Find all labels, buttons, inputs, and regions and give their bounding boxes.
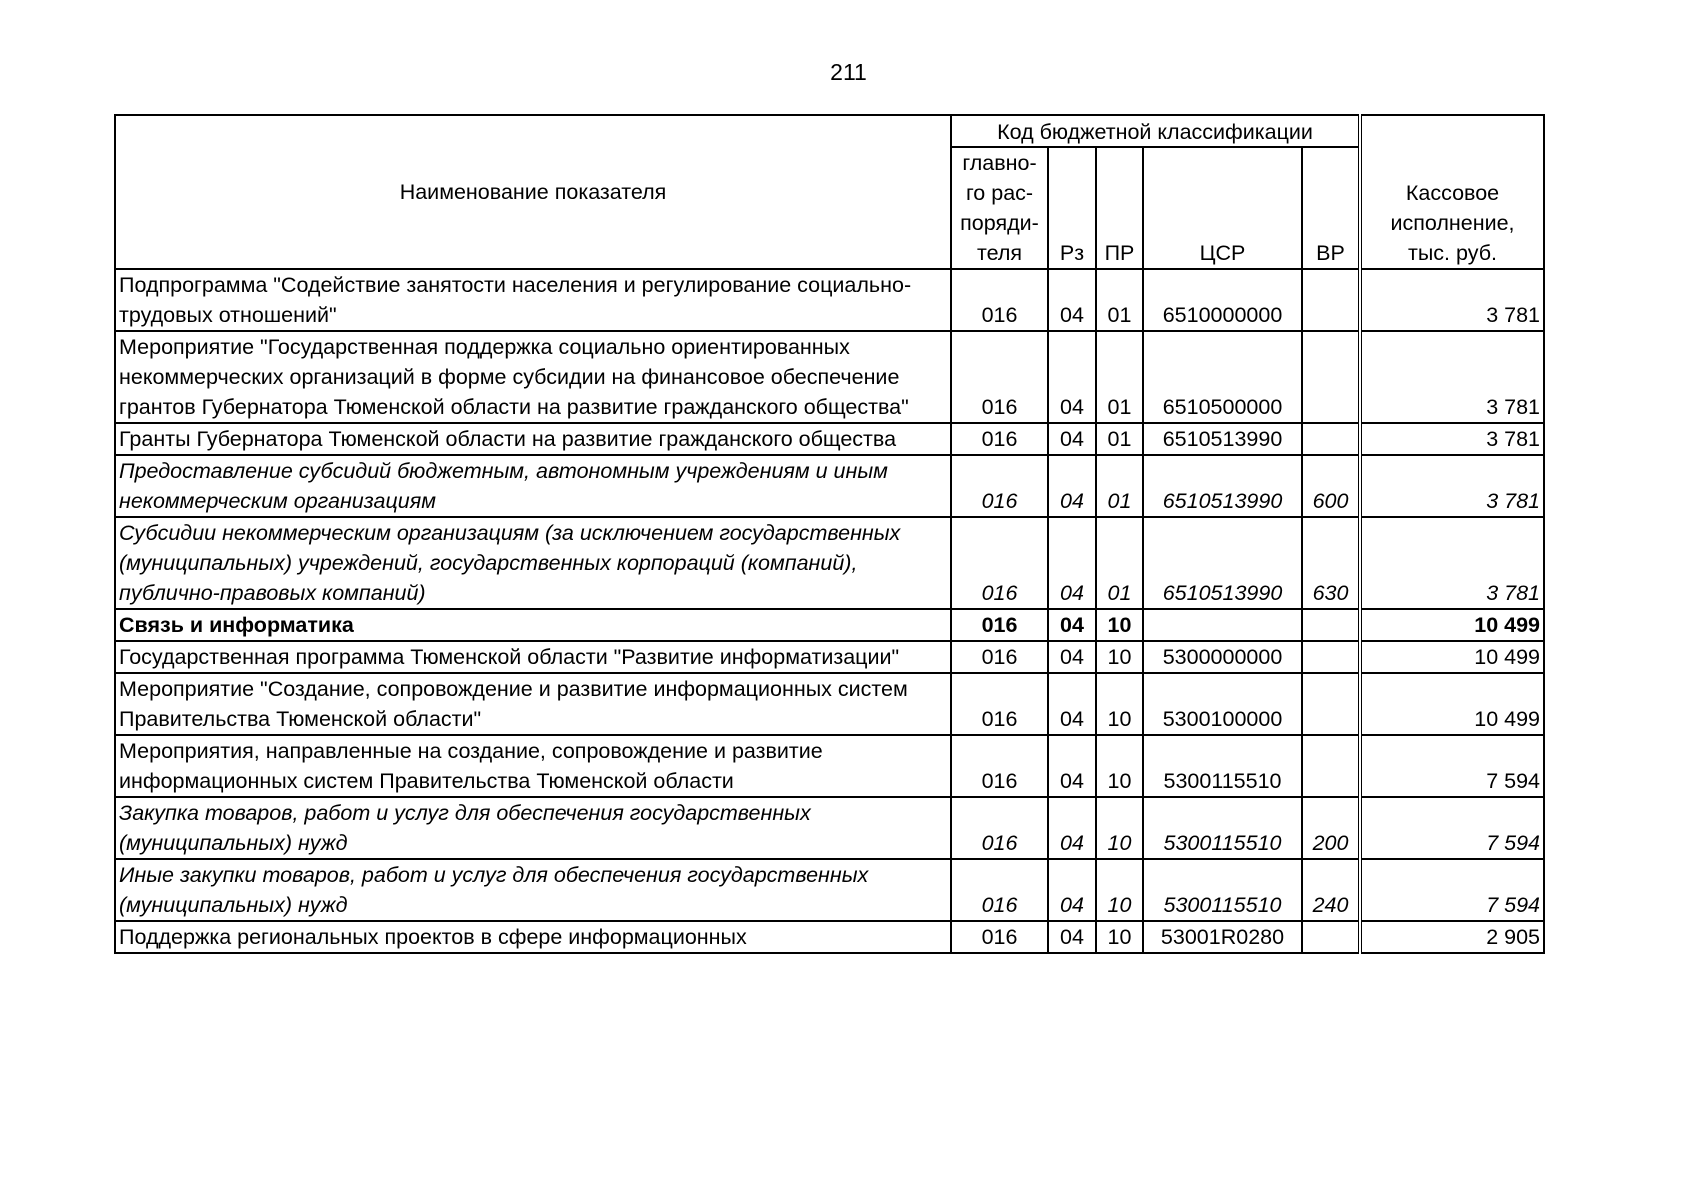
cell-rz: 04 [1048, 455, 1096, 517]
cell-vr [1302, 921, 1360, 953]
cell-gr: 016 [951, 673, 1048, 735]
header-budget-code: Код бюджетной классификации [951, 115, 1360, 147]
cell-gr: 016 [951, 517, 1048, 609]
header-row-1 [115, 115, 1544, 147]
header-vr: ВР [1302, 147, 1360, 269]
cell-pr: 10 [1096, 641, 1143, 673]
cell-csr: 5300100000 [1143, 673, 1302, 735]
cell-name: Иные закупки товаров, работ и услуг для обеспечения государственных (муниципальных) нужд [115, 859, 951, 921]
cell-vr: 600 [1302, 455, 1360, 517]
cell-amount: 3 781 [1360, 455, 1544, 517]
cell-pr: 01 [1096, 517, 1143, 609]
cell-vr [1302, 735, 1360, 797]
cell-pr: 10 [1096, 735, 1143, 797]
cell-csr [1143, 609, 1302, 641]
page-number: 211 [830, 59, 867, 85]
cell-vr [1302, 269, 1360, 331]
table-row [115, 455, 1544, 517]
cell-pr: 10 [1096, 797, 1143, 859]
header-amount: Кассовое исполнение, тыс. руб. [1360, 115, 1544, 269]
cell-amount: 3 781 [1360, 423, 1544, 455]
cell-pr: 01 [1096, 423, 1143, 455]
cell-vr [1302, 609, 1360, 641]
cell-name: Субсидии некоммерческим организациям (за исключением государственных (муниципальных) учреждений, государственных корпораций (компаний), публично-правовых компаний) [115, 517, 951, 609]
budget-table [114, 114, 1545, 954]
cell-name: Мероприятие "Создание, сопровождение и развитие информационных систем Правительства Тюменской области" [115, 673, 951, 735]
cell-csr: 6510513990 [1143, 517, 1302, 609]
table-row [115, 423, 1544, 455]
cell-amount: 3 781 [1360, 331, 1544, 423]
table-row [115, 269, 1544, 331]
cell-gr: 016 [951, 423, 1048, 455]
cell-rz: 04 [1048, 859, 1096, 921]
cell-csr: 6510000000 [1143, 269, 1302, 331]
cell-gr: 016 [951, 859, 1048, 921]
table-row [115, 331, 1544, 423]
table-row [115, 735, 1544, 797]
cell-name: Связь и информатика [115, 609, 951, 641]
cell-amount: 2 905 [1360, 921, 1544, 953]
header-name: Наименование показателя [115, 115, 951, 269]
cell-rz: 04 [1048, 735, 1096, 797]
header-gr: главно- го рас- поряди- теля [951, 147, 1048, 269]
cell-gr: 016 [951, 641, 1048, 673]
table-row [115, 859, 1544, 921]
cell-vr: 200 [1302, 797, 1360, 859]
cell-vr [1302, 423, 1360, 455]
cell-rz: 04 [1048, 517, 1096, 609]
cell-csr: 5300115510 [1143, 735, 1302, 797]
cell-csr: 6510513990 [1143, 455, 1302, 517]
cell-vr: 630 [1302, 517, 1360, 609]
table-row [115, 921, 1544, 953]
cell-gr: 016 [951, 797, 1048, 859]
cell-gr: 016 [951, 269, 1048, 331]
cell-pr: 01 [1096, 455, 1143, 517]
cell-csr: 6510513990 [1143, 423, 1302, 455]
header-rz: Рз [1048, 147, 1096, 269]
table-row [115, 609, 1544, 641]
cell-csr: 6510500000 [1143, 331, 1302, 423]
table-row [115, 517, 1544, 609]
cell-vr [1302, 673, 1360, 735]
cell-name: Мероприятие "Государственная поддержка социально ориентированных некоммерческих организаций в форме субсидии на финансовое обеспечение грантов Губернатора Тюменской области на развитие гражданского общества" [115, 331, 951, 423]
cell-gr: 016 [951, 609, 1048, 641]
cell-rz: 04 [1048, 331, 1096, 423]
cell-amount: 10 499 [1360, 641, 1544, 673]
cell-rz: 04 [1048, 673, 1096, 735]
cell-rz: 04 [1048, 641, 1096, 673]
cell-pr: 10 [1096, 921, 1143, 953]
cell-gr: 016 [951, 455, 1048, 517]
cell-gr: 016 [951, 921, 1048, 953]
header-pr: ПР [1096, 147, 1143, 269]
cell-gr: 016 [951, 331, 1048, 423]
cell-rz: 04 [1048, 423, 1096, 455]
cell-csr: 5300115510 [1143, 797, 1302, 859]
cell-csr: 5300115510 [1143, 859, 1302, 921]
table-row [115, 673, 1544, 735]
cell-name: Подпрограмма "Содействие занятости населения и регулирование социально-трудовых отношений" [115, 269, 951, 331]
table-row [115, 797, 1544, 859]
cell-amount: 3 781 [1360, 269, 1544, 331]
cell-vr [1302, 641, 1360, 673]
cell-rz: 04 [1048, 609, 1096, 641]
cell-amount: 7 594 [1360, 735, 1544, 797]
cell-rz: 04 [1048, 797, 1096, 859]
cell-name: Закупка товаров, работ и услуг для обеспечения государственных (муниципальных) нужд [115, 797, 951, 859]
cell-amount: 10 499 [1360, 609, 1544, 641]
table-row [115, 641, 1544, 673]
cell-vr: 240 [1302, 859, 1360, 921]
cell-amount: 7 594 [1360, 859, 1544, 921]
header-csr: ЦСР [1143, 147, 1302, 269]
cell-name: Гранты Губернатора Тюменской области на развитие гражданского общества [115, 423, 951, 455]
cell-rz: 04 [1048, 269, 1096, 331]
cell-pr: 10 [1096, 609, 1143, 641]
cell-vr [1302, 331, 1360, 423]
cell-amount: 7 594 [1360, 797, 1544, 859]
cell-pr: 10 [1096, 673, 1143, 735]
cell-rz: 04 [1048, 921, 1096, 953]
cell-name: Поддержка региональных проектов в сфере информационных [115, 921, 951, 953]
cell-name: Мероприятия, направленные на создание, сопровождение и развитие информационных систем Правительства Тюменской области [115, 735, 951, 797]
cell-pr: 01 [1096, 331, 1143, 423]
cell-name: Государственная программа Тюменской области "Развитие информатизации" [115, 641, 951, 673]
cell-csr: 53001R0280 [1143, 921, 1302, 953]
cell-gr: 016 [951, 735, 1048, 797]
cell-pr: 01 [1096, 269, 1143, 331]
cell-amount: 3 781 [1360, 517, 1544, 609]
cell-name: Предоставление субсидий бюджетным, автономным учреждениям и иным некоммерческим организациям [115, 455, 951, 517]
cell-pr: 10 [1096, 859, 1143, 921]
cell-csr: 5300000000 [1143, 641, 1302, 673]
cell-amount: 10 499 [1360, 673, 1544, 735]
